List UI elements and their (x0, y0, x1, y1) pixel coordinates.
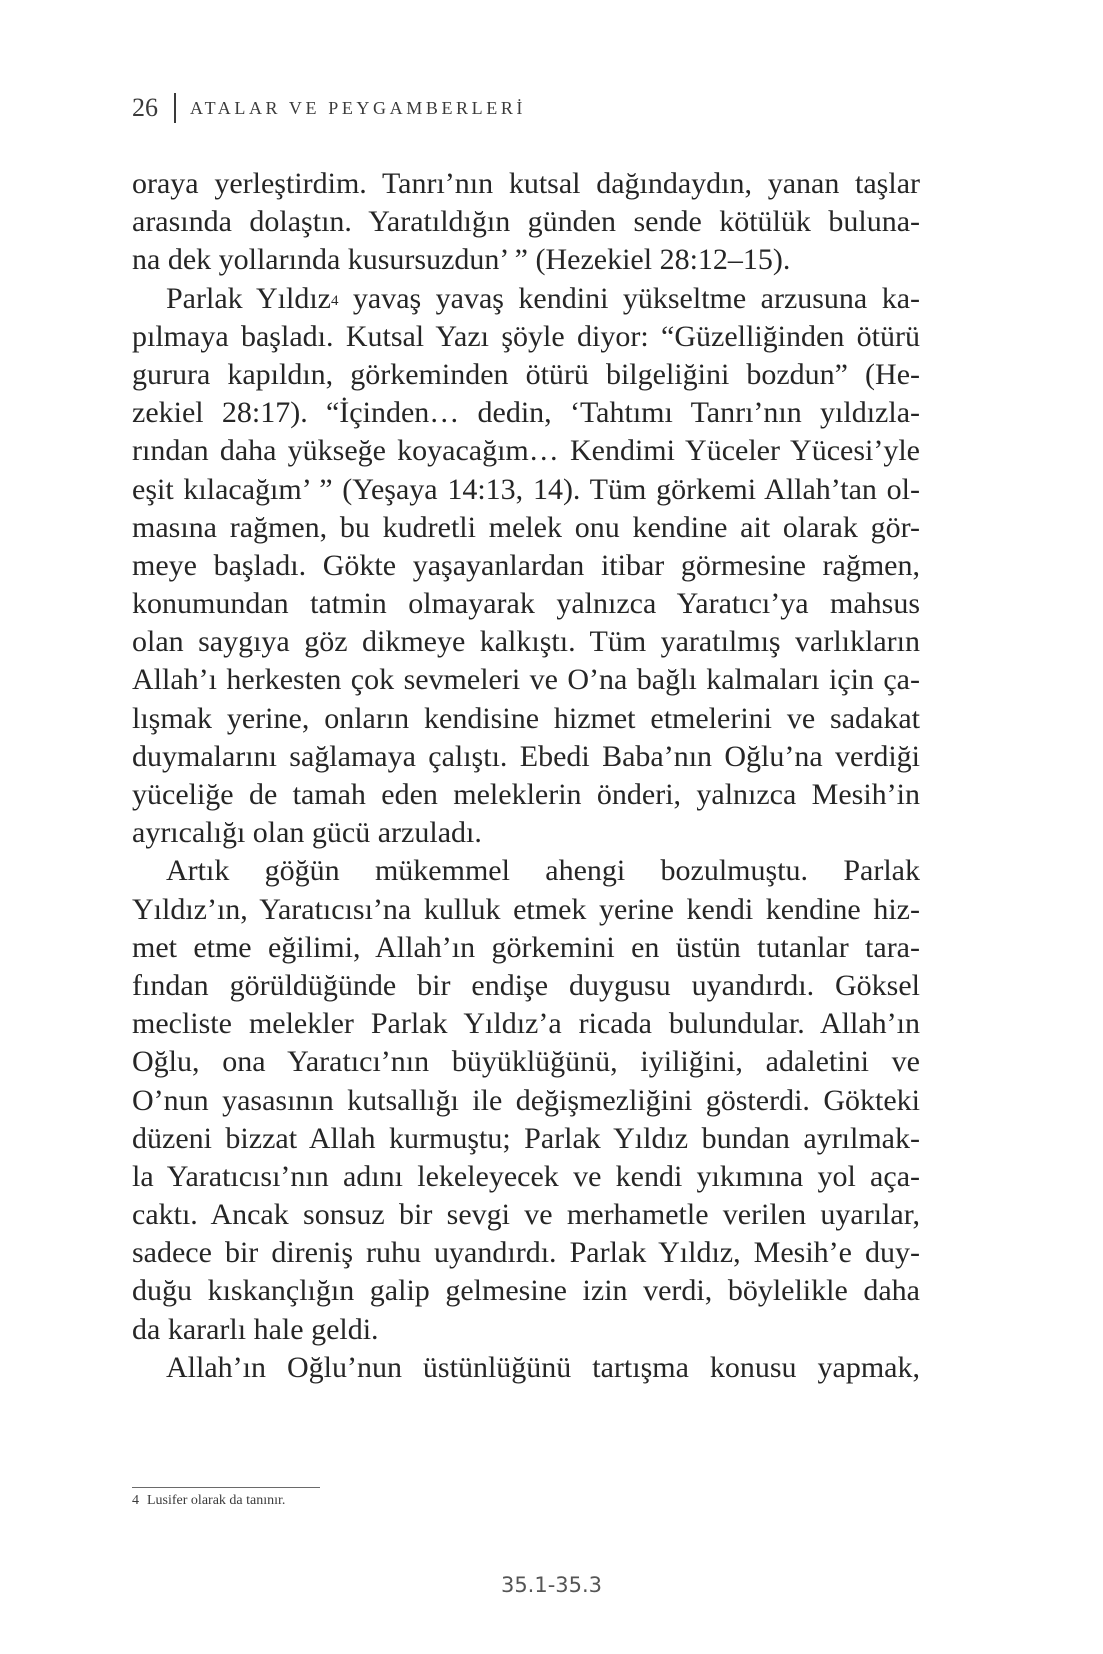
text-fragment: Parlak Yıldız (166, 281, 331, 315)
footnote-divider (132, 1487, 320, 1488)
text-line: pılmaya başladı. Kutsal Yazı şöyle diyor: “Güzelliğinden ötürü (132, 319, 920, 353)
text-line: caktı. Ancak sonsuz bir sevgi ve merhametle verilen uyarılar, (132, 1198, 920, 1232)
footnote (132, 1493, 285, 1509)
text-line: fından görüldüğünde bir endişe duygusu uyandırdı. Göksel (132, 968, 920, 1002)
book-title: ATALAR VE PEYGAMBERLERİ (190, 97, 527, 118)
text-line: rından daha yükseğe koyacağım… Kendimi Yüceler Yücesi’yle (132, 434, 920, 468)
text-line: Allah’ın Oğlu’nun üstünlüğünü tartışma konusu yapmak, (166, 1350, 920, 1384)
header-divider (174, 93, 176, 123)
text-line: ayrıcalığı olan gücü arzuladı. (132, 816, 482, 850)
text-line: Allah’ı herkesten çok sevmeleri ve O’na bağlı kalmaları için ça- (132, 663, 920, 697)
text-line: duymalarını sağlamaya çalıştı. Ebedi Baba’nın Oğlu’na verdiği (132, 739, 920, 773)
text-line: eşit kılacağım’ ” (Yeşaya 14:13, 14). Tüm görkemi Allah’tan ol- (132, 472, 920, 506)
text-line: düzeni bizzat Allah kurmuştu; Parlak Yıldız bundan ayrılmak- (132, 1121, 920, 1155)
text-line: zekiel 28:17). “İçinden… dedin, ‘Tahtımı Tanrı’nın yıldızla- (132, 396, 920, 430)
text-line: olan saygıya göz dikmeye kalkıştı. Tüm yaratılmış varlıkların (132, 625, 920, 659)
text-line: mecliste melekler Parlak Yıldız’a ricada bulundular. Allah’ın (132, 1007, 920, 1041)
text-line: O’nun yasasının kutsallığı ile değişmezliğini gösterdi. Gökteki (132, 1083, 920, 1117)
text-line: Artık göğün mükemmel ahengi bozulmuştu. Parlak (166, 854, 920, 888)
text-line: masına rağmen, bu kudretli melek onu kendine ait olarak gör- (132, 510, 920, 544)
text-line: meye başladı. Gökte yaşayanlardan itibar görmesine rağmen, (132, 548, 920, 582)
text-line: met etme eğilimi, Allah’ın görkemini en üstün tutanlar tara- (132, 930, 920, 964)
text-line: sadece bir direniş ruhu uyandırdı. Parlak Yıldız, Mesih’e duy- (132, 1236, 920, 1270)
text-line: duğu kıskançlığın galip gelmesine izin verdi, böylelikle daha (132, 1274, 920, 1308)
text-line (132, 280, 920, 318)
page-number: 26 (132, 93, 158, 122)
text-line: yüceliğe de tamah eden meleklerin önderi, yalnızca Mesih’in (132, 778, 920, 811)
text-fragment: yavaş yavaş kendini yükseltme arzusuna ka- (352, 281, 920, 315)
footnote-text: Lusifer olarak da tanınır. (147, 1493, 286, 1508)
text-line: Oğlu, ona Yaratıcı’nın büyüklüğünü, iyiliğini, adaletini ve (132, 1045, 920, 1079)
body-text (132, 165, 920, 1387)
footnote-reference: 4 (330, 292, 339, 309)
text-line: oraya yerleştirdim. Tanrı’nın kutsal dağındaydın, yanan taşlar (132, 167, 920, 200)
section-reference: 35.1-35.3 (500, 1573, 603, 1597)
running-head (132, 88, 526, 128)
text-line: na dek yollarında kusursuzdun’ ” (Hezekiel 28:12–15). (132, 243, 791, 277)
footnote-number: 4 (132, 1493, 139, 1508)
text-line: Yıldız’ın, Yaratıcısı’na kulluk etmek yerine kendi kendine hiz- (132, 892, 920, 926)
text-line: konumundan tatmin olmayarak yalnızca Yaratıcı’ya mahsus (132, 587, 920, 621)
text-line: gurura kapıldın, görkeminden ötürü bilgeliğini bozdun” (He- (132, 357, 920, 391)
text-line: lışmak yerine, onların kendisine hizmet etmelerini ve sadakat (132, 701, 920, 735)
text-line: la Yaratıcısı’nın adını lekeleyecek ve kendi yıkımına yol aça- (132, 1159, 920, 1193)
text-line: arasında dolaştın. Yaratıldığın günden sende kötülük buluna- (132, 205, 920, 239)
text-line: da kararlı hale geldi. (132, 1312, 379, 1346)
